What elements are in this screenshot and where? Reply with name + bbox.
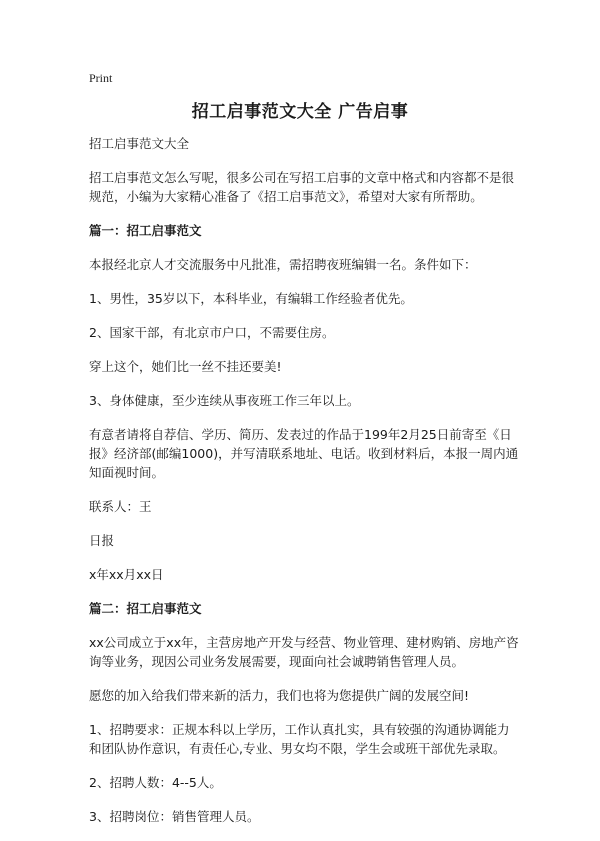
date-line: x年xx月xx日 (89, 567, 164, 582)
article-subtitle: 招工启事范文大全 (89, 136, 190, 151)
paragraph: 愿您的加入给我们带来新的活力，我们也将为您提供广阔的发展空间! (89, 688, 470, 703)
section-2-heading: 篇二：招工启事范文 (89, 601, 202, 616)
paragraph: 本报经北京人才交流服务中凡批准，需招聘夜班编辑一名。条件如下： (89, 257, 477, 272)
section-1-heading: 篇一：招工启事范文 (89, 223, 202, 238)
paragraph: 3、招聘岗位：销售管理人员。 (89, 809, 260, 824)
signature-line: 日报 (89, 533, 115, 548)
article-body (89, 134, 519, 841)
paragraph: 1、男性，35岁以下，本科毕业，有编辑工作经验者优先。 (89, 291, 413, 306)
print-link[interactable]: Print (89, 71, 113, 85)
paragraph: 2、国家干部，有北京市户口，不需要住房。 (89, 325, 335, 340)
paragraph: xx公司成立于xx年，主营房地产开发与经营、物业管理、建材购销、房地产咨询等业务，现因公司业务发展需要，现面向社会诚聘销售管理人员。 (89, 635, 519, 669)
contact-line: 联系人：王 (89, 499, 152, 514)
paragraph: 有意者请将自荐信、学历、简历、发表过的作品于199年2月25日前寄至《日报》经济部(邮编1000)，并写清联系地址、电话。收到材料后，本报一周内通知面视时间。 (89, 427, 519, 480)
page-title: 招工启事范文大全 广告启事 (191, 102, 409, 122)
paragraph: 穿上这个，她们比一丝不挂还要美! (89, 359, 282, 374)
intro-paragraph: 招工启事范文怎么写呢，很多公司在写招工启事的文章中格式和内容都不是很规范，小编为大家精心准备了《招工启事范文》，希望对大家有所帮助。 (89, 170, 515, 204)
paragraph: 3、身体健康，至少连续从事夜班工作三年以上。 (89, 393, 360, 408)
paragraph: 2、招聘人数：4--5人。 (89, 775, 222, 790)
paragraph: 1、招聘要求：正规本科以上学历，工作认真扎实，具有较强的沟通协调能力和团队协作意识，有责任心,专业、男女均不限，学生会或班干部优先录取。 (89, 722, 510, 756)
